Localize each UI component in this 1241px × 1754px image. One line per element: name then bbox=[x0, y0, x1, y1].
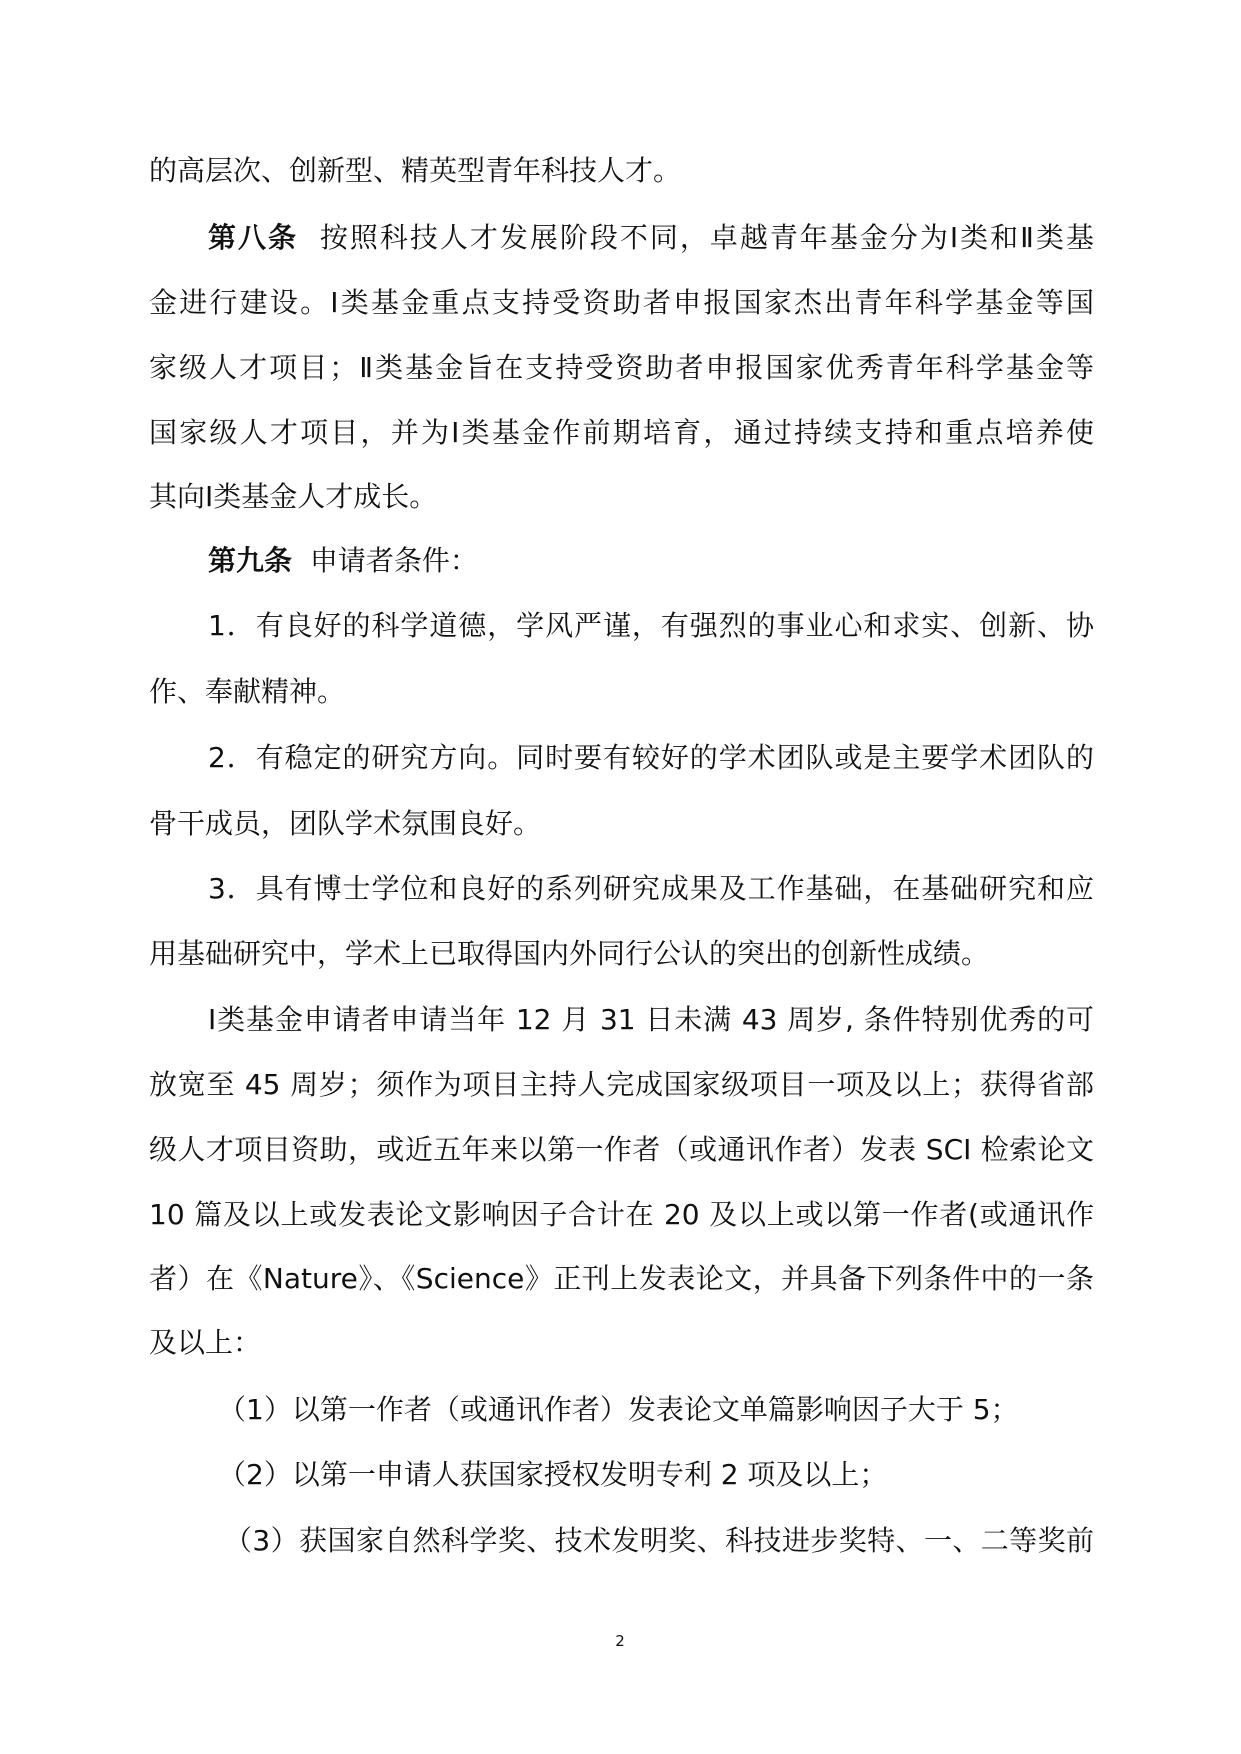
text-line: 作、奉献精神。 bbox=[149, 675, 346, 708]
article-9-line bbox=[208, 543, 478, 579]
text-line: 申请者条件： bbox=[309, 544, 478, 577]
article-8-heading: 第八条 bbox=[208, 221, 299, 254]
text-line: 10 篇及以上或发表论文影响因子合计在 20 及以上或以第一作者(或通讯作 bbox=[149, 1198, 1094, 1231]
list-item-3: （3）获国家自然科学奖、技术发明奖、科技进步奖特、一、二等奖前 bbox=[224, 1524, 1094, 1557]
text-line: 按照科技人才发展阶段不同，卓越青年基金分为Ⅰ类和Ⅱ类基 bbox=[319, 221, 1094, 254]
text-line: 的高层次、创新型、精英型青年科技人才。 bbox=[149, 154, 682, 187]
condition-2: 2．有稳定的研究方向。同时要有较好的学术团队或是主要学术团队的 bbox=[208, 741, 1094, 774]
article-9-heading: 第九条 bbox=[208, 544, 293, 577]
text-line: 国家级人才项目，并为Ⅰ类基金作前期培育，通过持续支持和重点培养使 bbox=[149, 416, 1094, 449]
text-line: 级人才项目资助，或近五年来以第一作者（或通讯作者）发表 SCI 检索论文 bbox=[149, 1133, 1094, 1166]
text-line: 及以上： bbox=[149, 1326, 262, 1359]
condition-1: 1．有良好的科学道德，学风严谨，有强烈的事业心和求实、创新、协 bbox=[208, 609, 1094, 642]
page-number: 2 bbox=[615, 1632, 625, 1650]
list-item-1: （1）以第一作者（或通讯作者）发表论文单篇影响因子大于 5； bbox=[218, 1393, 1019, 1426]
class-1-requirements: Ⅰ类基金申请者申请当年 12 月 31 日未满 43 周岁, 条件特别优秀的可 bbox=[208, 1003, 1094, 1036]
condition-3: 3．具有博士学位和良好的系列研究成果及工作基础，在基础研究和应 bbox=[208, 872, 1094, 905]
article-8-line bbox=[208, 220, 1094, 256]
text-line: 骨干成员，团队学术氛围良好。 bbox=[149, 807, 542, 840]
list-item-2: （2）以第一申请人获国家授权发明专利 2 项及以上； bbox=[218, 1458, 888, 1491]
text-line: 用基础研究中，学术上已取得国内外同行公认的突出的创新性成绩。 bbox=[149, 937, 990, 970]
text-line: 其向Ⅰ类基金人才成长。 bbox=[149, 480, 438, 513]
text-line: 者）在《Nature》、《Science》正刊上发表论文，并具备下列条件中的一条 bbox=[149, 1262, 1094, 1295]
text-line: 放宽至 45 周岁；须作为项目主持人完成国家级项目一项及以上；获得省部 bbox=[149, 1068, 1094, 1101]
text-line: 金进行建设。Ⅰ类基金重点支持受资助者申报国家杰出青年科学基金等国 bbox=[149, 286, 1094, 319]
text-line: 家级人才项目；Ⅱ类基金旨在支持受资助者申报国家优秀青年科学基金等 bbox=[149, 351, 1094, 384]
